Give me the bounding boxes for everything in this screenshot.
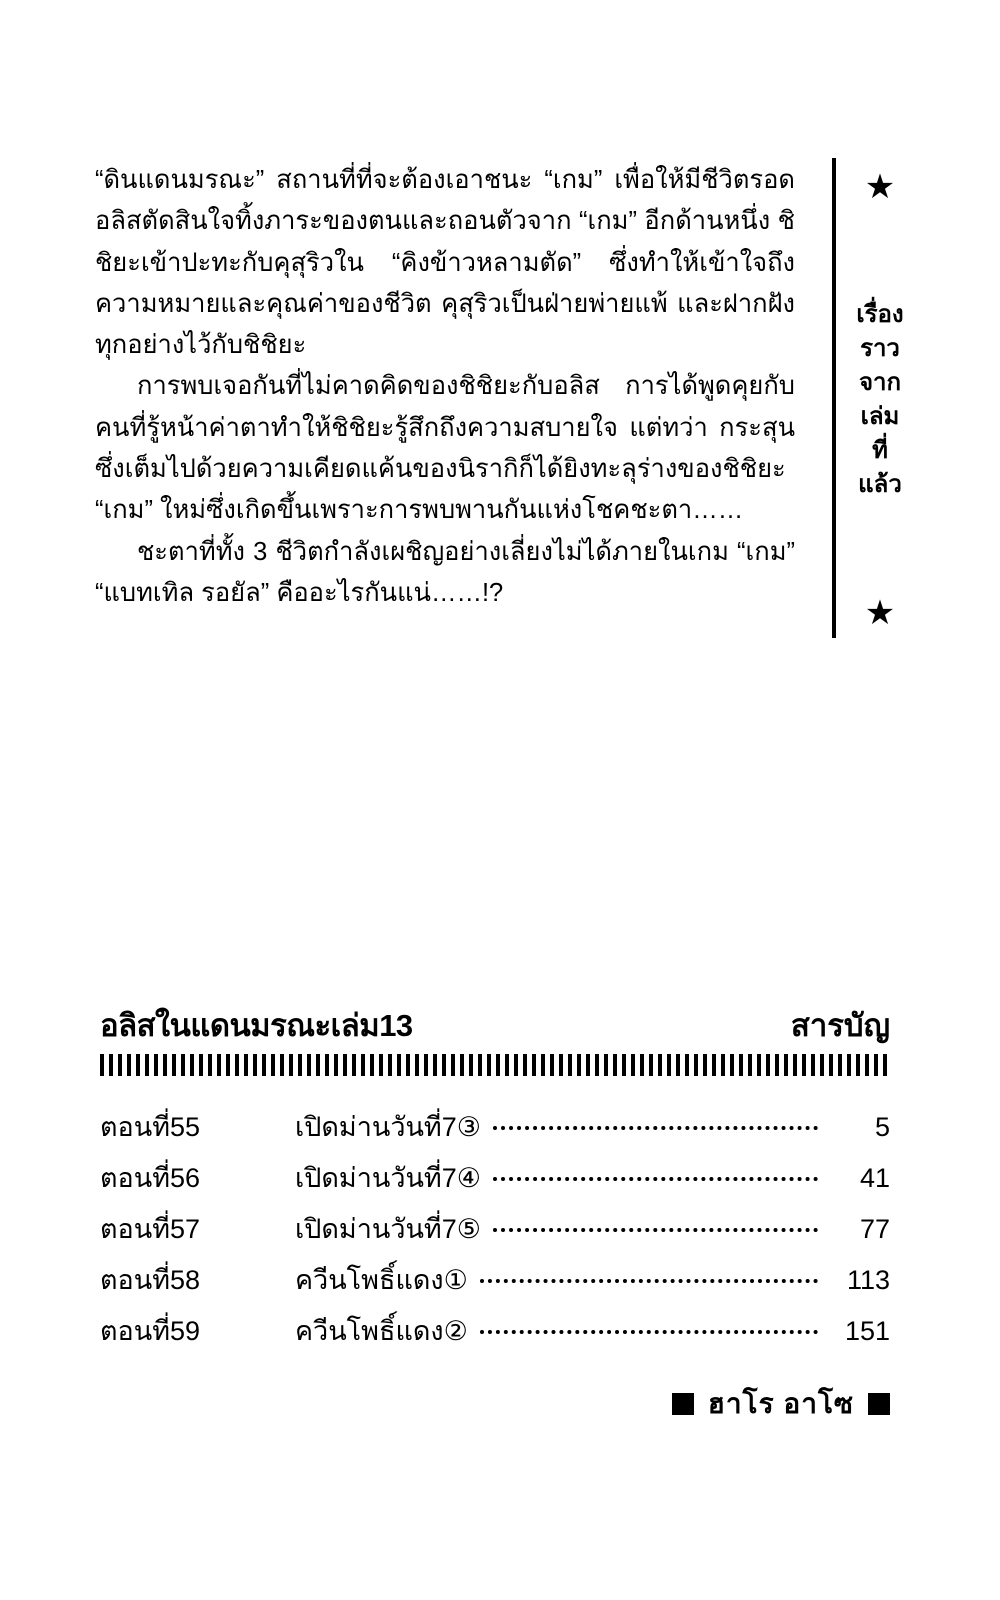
summary-paragraph-1: “ดินแดนมรณะ” สถานที่ที่จะต้องเอาชนะ “เกม” เพื่อให้มีชีวิตรอด อลิสตัดสินใจทิ้งภาระของตนและถอนตัวจาก “เกม” อีกด้านหนึ่ง ชิชิยะเข้าปะทะกับคุสุริวใน “คิงข้าวหลามตัด” ซึ่งทำให้เข้าใจถึงความหมายและคุณค่าของชีวิต คุสุริวเป็นฝ่ายพ่ายแพ้ และฝากฝังทุกอย่างไว้กับชิชิยะ — [95, 166, 795, 360]
sidebar-text — [856, 298, 903, 502]
author-credit — [100, 1382, 890, 1426]
toc-chapter-title: เปิดม่านวันที่7⑤ — [295, 1214, 481, 1244]
toc-page-number: 5 — [874, 1112, 890, 1142]
summary-paragraph-3: ชะตาที่ทั้ง 3 ชีวิตกำลังเผชิญอย่างเลี่ยงไม่ได้ภายในเกม “เกม” “แบทเทิล รอยัล” คืออะไรกันแน่……!? — [95, 537, 795, 607]
toc-page-number: 77 — [859, 1214, 890, 1244]
star-icon-bottom: ★ — [864, 594, 896, 632]
toc-leader-dots — [480, 1279, 818, 1283]
star-icon-top: ★ — [864, 168, 896, 206]
toc-chapter-title: เปิดม่านวันที่7④ — [295, 1163, 481, 1193]
toc-leader-dots — [493, 1228, 818, 1232]
volume-title: อลิสในแดนมรณะเล่ม13 — [100, 1008, 413, 1043]
author-name: ฮาโร อาโซ — [707, 1388, 854, 1419]
vertical-divider — [832, 158, 836, 638]
square-icon-right — [868, 1393, 890, 1415]
toc-list — [100, 1105, 890, 1360]
toc-row[interactable] — [100, 1309, 890, 1360]
square-icon-left — [672, 1393, 694, 1415]
sidebar-line-3: จาก — [858, 368, 902, 396]
sidebar-line-2: ราว — [860, 334, 900, 362]
sidebar-line-1: เรื่อง — [856, 300, 904, 328]
toc-chapter-title: ควีนโพธิ์แดง② — [295, 1316, 468, 1346]
toc-header — [100, 1000, 890, 1050]
toc-page-number: 113 — [846, 1265, 890, 1295]
toc-leader-dots — [493, 1177, 818, 1181]
toc-row[interactable] — [100, 1207, 890, 1258]
toc-chapter-number: ตอนที่59 — [100, 1316, 201, 1346]
toc-chapter-title: ควีนโพธิ์แดง① — [295, 1265, 468, 1295]
toc-row[interactable] — [100, 1105, 890, 1156]
sidebar-line-6: แล้ว — [858, 471, 902, 499]
toc-chapter-number: ตอนที่56 — [100, 1163, 201, 1193]
toc-chapter-number: ตอนที่57 — [100, 1214, 201, 1244]
summary-paragraph-2: การพบเจอกันที่ไม่คาดคิดของชิชิยะกับอลิส การได้พูดคุยกับคนที่รู้หน้าค่าตาทำให้ชิชิยะรู้สึกถึงความสบายใจ แต่ทว่า กระสุนซึ่งเต็มไปด้วยความเคียดแค้นของนิรากิก็ได้ยิงทะลุร่างของชิชิยะ “เกม” ใหม่ซึ่งเกิดขึ้นเพราะการพบพานกันแห่งโชคชะตา…… — [95, 372, 795, 525]
sidebar-line-4: เล่ม — [860, 403, 900, 430]
tick-divider — [100, 1054, 890, 1076]
toc-page-number: 41 — [859, 1163, 890, 1193]
toc-chapter-number: ตอนที่58 — [100, 1265, 201, 1295]
previous-volume-label — [845, 170, 915, 630]
toc-page-number: 151 — [844, 1316, 890, 1346]
toc-chapter-number: ตอนที่55 — [100, 1112, 201, 1142]
sidebar-line-5: ที่ — [872, 437, 888, 465]
toc-leader-dots — [480, 1330, 818, 1334]
toc-row[interactable] — [100, 1258, 890, 1309]
toc-row[interactable] — [100, 1156, 890, 1207]
toc-leader-dots — [493, 1126, 818, 1130]
story-summary — [95, 160, 795, 614]
toc-chapter-title: เปิดม่านวันที่7③ — [295, 1112, 481, 1142]
toc-label: สารบัญ — [790, 1008, 890, 1043]
